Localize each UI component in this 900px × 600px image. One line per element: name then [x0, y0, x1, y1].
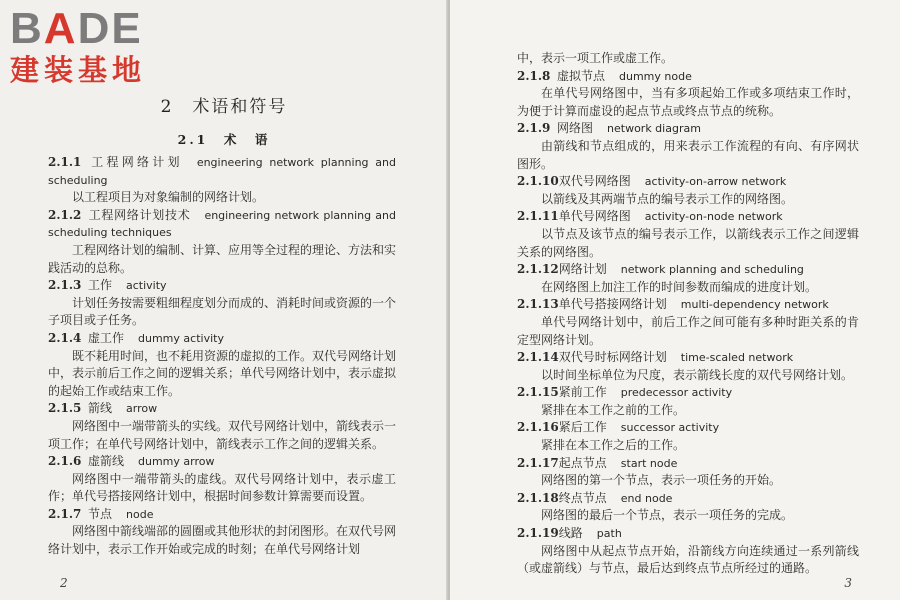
term-heading: 2.1.17起点节点 start node	[517, 455, 678, 470]
term-heading: 2.1.16紧后工作 successor activity	[517, 420, 720, 435]
term-heading: 2.1.4 虚工作 dummy activity	[48, 330, 224, 345]
term-definition: 计划任务按需要粗细程度划分而成的、消耗时间或资源的一个子项目或子任务。	[48, 295, 397, 328]
term-definition: 紧排在本工作之后的工作。	[541, 438, 686, 453]
term-heading: 2.1.15紧前工作 predecessor activity	[517, 385, 733, 400]
left-entries	[48, 154, 396, 559]
term-heading: 2.1.10双代号网络图 activity-on-arrow network	[517, 174, 787, 189]
logo-letters-de: DE	[77, 4, 143, 53]
right-page	[450, 0, 900, 600]
term-heading: 2.1.2 工程网络计划技术 engineering network planning and scheduling techniques	[48, 207, 396, 240]
term-definition: 单代号网络计划中，前后工作之间可能有多种时距关系的肯定型网络计划。	[517, 314, 859, 347]
term-heading: 2.1.8 虚拟节点 dummy node	[517, 68, 692, 83]
term-definition: 在网络图上加注工作的时间参数而编成的进度计划。	[541, 279, 818, 294]
term-heading: 2.1.18终点节点 end node	[517, 490, 673, 505]
term-definition: 由箭线和节点组成的，用来表示工作流程的有向、有序网状图形。	[517, 138, 859, 171]
term-definition: 网络图的第一个节点，表示一项任务的开始。	[541, 473, 782, 488]
term-heading: 2.1.1 工程网络计划 engineering network planning and scheduling	[48, 155, 396, 187]
term-definition: 以节点及该节点的编号表示工作，以箭线表示工作之间逻辑关系的网络图。	[517, 226, 859, 259]
term-definition: 以箭线及其两端节点的编号表示工作的网络图。	[541, 191, 794, 206]
term-definition: 网络图中一端带箭头的实线。双代号网络计划中，箭线表示一项工作；在单代号网络计划中，箭线表示工作之间的逻辑关系。	[48, 418, 397, 451]
page-number: 3	[844, 576, 852, 590]
term-definition: 工程网络计划的编制、计算、应用等全过程的理论、方法和实践活动的总称。	[48, 242, 397, 275]
term-heading: 2.1.14双代号时标网络计划 time-scaled network	[517, 350, 794, 365]
left-page	[0, 0, 448, 600]
term-heading: 2.1.5 箭线 arrow	[48, 401, 158, 416]
bade-logo	[10, 6, 180, 86]
term-heading: 2.1.12网络计划 network planning and scheduling	[517, 262, 804, 277]
term-definition: 网络图的最后一个节点，表示一项任务的完成。	[541, 508, 794, 523]
term-definition: 在单代号网络图中，当有多项起始工作或多项结束工作时，为便于计算而虚设的起点节点或终点节点的统称。	[517, 86, 859, 118]
logo-subtitle: 建装基地	[10, 53, 147, 87]
term-definition: 网络图中从起点节点开始，沿箭线方向连续通过一系列箭线（或虚箭线）与节点，最后达到终点节点所经过的通路。	[517, 543, 859, 576]
term-definition: 紧排在本工作之前的工作。	[541, 402, 686, 417]
term-definition: 既不耗用时间，也不耗用资源的虚拟的工作。双代号网络计划中，表示前后工作之间的逻辑关系；单代号网络计划中，表示虚拟的起始工作或结束工作。	[48, 348, 397, 398]
page-number: 2	[60, 576, 68, 590]
logo-letter-a: A	[43, 4, 78, 53]
continued-text: 中，表示一项工作或虚工作。	[517, 51, 674, 65]
term-definition: 以工程项目为对象编制的网络计划。	[72, 190, 265, 205]
right-entries	[517, 50, 859, 578]
term-heading: 2.1.19线路 path	[517, 526, 622, 541]
term-heading: 2.1.6 虚箭线 dummy arrow	[48, 454, 215, 469]
chapter-title: 2 术语和符号	[160, 97, 288, 117]
term-heading: 2.1.7 节点 node	[48, 506, 154, 521]
term-definition: 网络图中箭线端部的圆圈或其他形状的封闭图形。在双代号网络计划中，表示工作开始或完成的时刻；在单代号网络计划	[48, 524, 397, 557]
term-definition: 网络图中一端带箭头的虚线。双代号网络计划中，表示虚工作；单代号搭接网络计划中，根据时间参数计算需要而设置。	[48, 471, 396, 504]
term-heading: 2.1.13单代号搭接网络计划 multi-dependency network	[517, 297, 829, 312]
term-heading: 2.1.11单代号网络图 activity-on-node network	[517, 209, 783, 224]
term-definition: 以时间坐标单位为尺度，表示箭线长度的双代号网络计划。	[541, 367, 854, 382]
section-title: 2.1 术 语	[177, 132, 271, 147]
logo-letter-b: B	[10, 4, 44, 53]
logo-brand	[10, 6, 180, 52]
term-heading: 2.1.3 工作 activity	[48, 278, 167, 293]
term-heading: 2.1.9 网络图 network diagram	[517, 121, 701, 136]
